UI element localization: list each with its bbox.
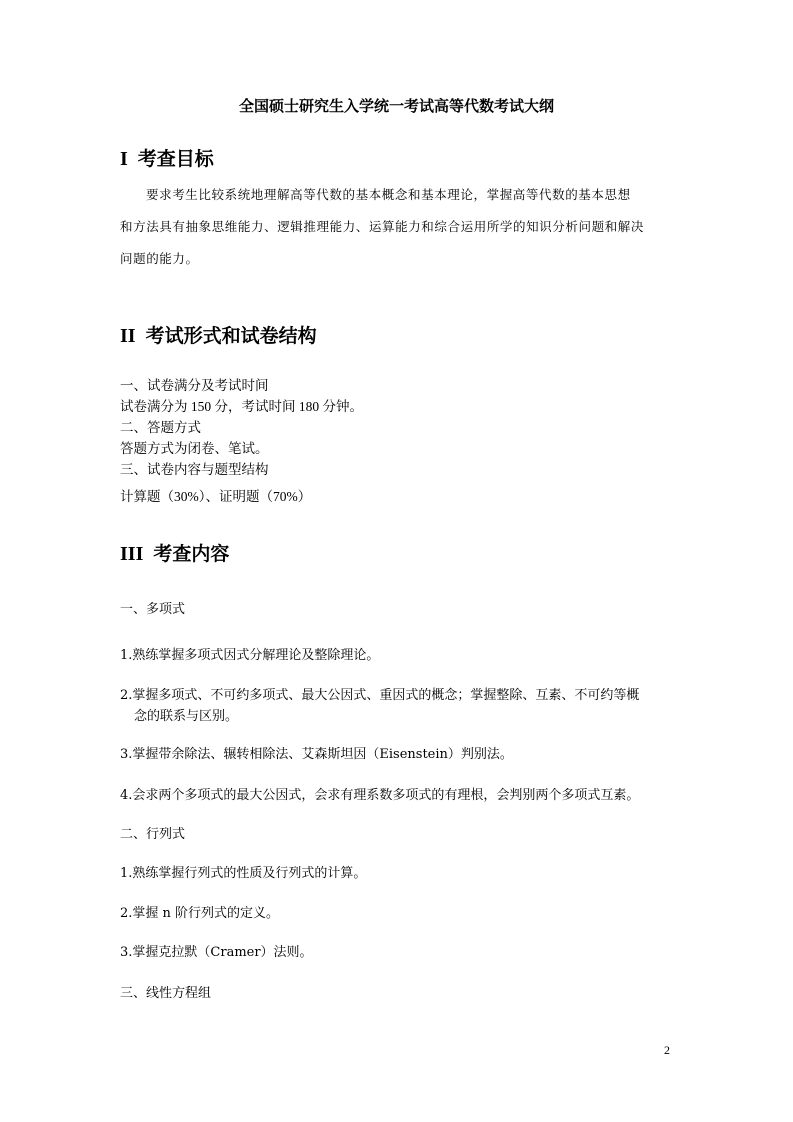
list-item: 1.熟练掌握行列式的性质及行列式的计算。 <box>120 866 367 881</box>
paragraph-line: 问题的能力。 <box>120 251 199 266</box>
page-number: 2 <box>664 1043 670 1057</box>
section-number: I <box>120 148 128 170</box>
section-title: 考试形式和试卷结构 <box>145 325 317 347</box>
list-item: 2.掌握 n 阶行列式的定义。 <box>120 906 280 921</box>
subsection-heading: 三、试卷内容与题型结构 <box>120 462 269 477</box>
paragraph-line: 要求考生比较系统地理解高等代数的基本概念和基本理论，掌握高等代数的基本思想 <box>146 187 631 202</box>
paragraph-line: 和方法具有抽象思维能力、逻辑推理能力、运算能力和综合运用所学的知识分析问题和解决 <box>120 219 645 234</box>
text-line: 计算题（30%）、证明题（70%） <box>120 489 312 504</box>
document-title: 全国硕士研究生入学统一考试高等代数考试大纲 <box>238 97 554 115</box>
section-heading-objectives <box>120 146 214 172</box>
subsection-heading: 一、试卷满分及考试时间 <box>120 378 269 393</box>
section-number: III <box>120 543 144 565</box>
subsection-heading: 二、答题方式 <box>120 420 201 435</box>
section-number: II <box>120 325 136 347</box>
list-item: 4.会求两个多项式的最大公因式，会求有理系数多项式的有理根，会判别两个多项式互素。 <box>120 788 640 803</box>
list-item-continuation: 念的联系与区别。 <box>134 709 239 724</box>
subsection-heading: 二、行列式 <box>120 827 186 842</box>
section-heading-contents <box>120 541 229 567</box>
list-item: 3.掌握带余除法、辗转相除法、艾森斯坦因（Eisenstein）判别法。 <box>120 747 513 762</box>
section-heading-exam-format <box>120 323 317 349</box>
list-item: 3.掌握克拉默（Cramer）法则。 <box>120 945 313 960</box>
section-title: 考查内容 <box>153 543 230 565</box>
subsection-heading: 三、线性方程组 <box>120 986 212 1001</box>
text-line: 答题方式为闭卷、笔试。 <box>120 441 269 456</box>
list-item: 1.熟练掌握多项式因式分解理论及整除理论。 <box>120 648 380 663</box>
text-line: 试卷满分为 150 分，考试时间 180 分钟。 <box>120 399 363 414</box>
list-item: 2.掌握多项式、不可约多项式、最大公因式、重因式的概念；掌握整除、互素、不可约等概 <box>120 688 640 703</box>
section-title: 考查目标 <box>137 148 214 170</box>
subsection-heading: 一、多项式 <box>120 602 186 617</box>
